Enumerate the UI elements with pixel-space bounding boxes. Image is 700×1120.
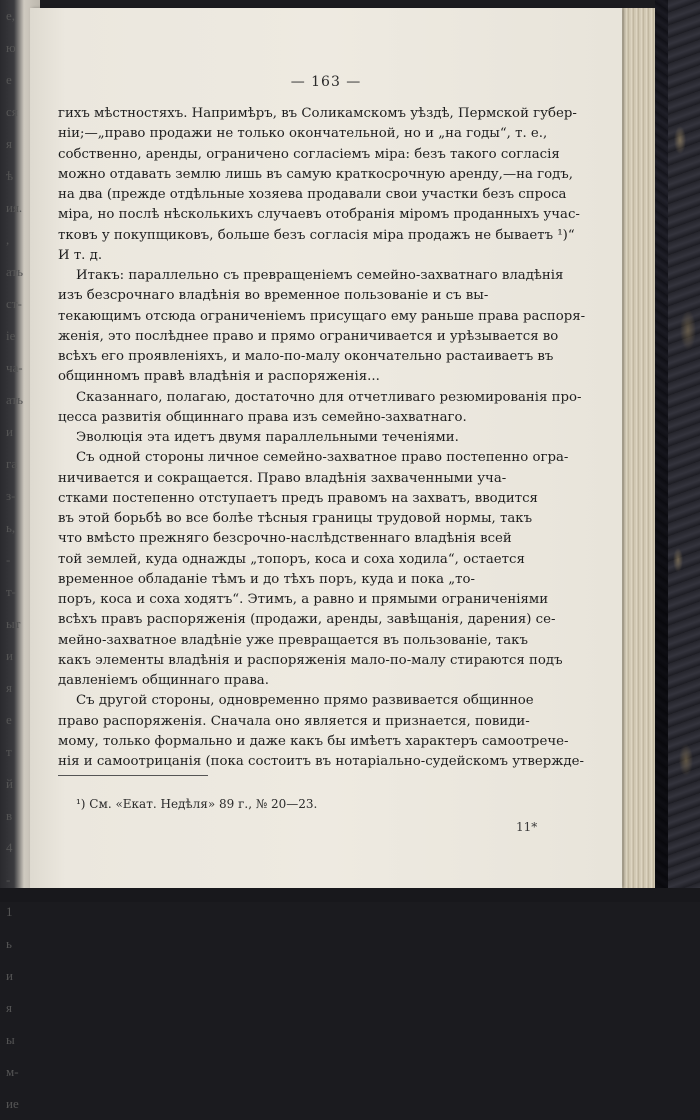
text-line: всѣхъ правъ распоряженiя (продажи, аренды, завѣщанiя, дарения) се- — [58, 612, 556, 628]
left-page-fragment: 1 — [6, 904, 13, 919]
footnote-rule — [58, 775, 208, 776]
text-line: нiи;—„право продажи не только окончательной, но и „на годы“, т. е., — [58, 126, 548, 142]
text-line: на два (прежде отдѣльные хозяева продавали свои участки безъ спроса — [58, 187, 567, 202]
left-page-fragment: т- — [6, 584, 17, 599]
page-number: — 163 — — [290, 74, 362, 90]
text-line: всѣхъ его проявленiяхъ, и мало-по-малу окончательно растаиваетъ въ — [58, 349, 554, 364]
left-page-fragment: - — [6, 872, 11, 887]
text-line: гихъ мѣстностяхъ. Напримѣръ, въ Соликамскомъ уѣздѣ, Пермской губер- — [58, 106, 577, 121]
left-page-fragment: я — [6, 1000, 12, 1015]
left-page-fragment: ать — [6, 264, 24, 279]
text-line: что вмѣсто прежняго безсрочно-наслѣдственнаго владѣнiя всей — [58, 531, 512, 547]
left-page-fragment: , — [6, 232, 10, 247]
text-line: какъ элементы владѣнiя и распоряженiя мало-по-малу стираются подъ — [58, 652, 563, 668]
left-page-fragment: ie — [6, 328, 16, 343]
left-page-fragment: ча- — [6, 360, 23, 375]
left-page-fragment: ыт — [6, 616, 21, 631]
left-page-fragment: ст- — [6, 296, 22, 311]
text-line: И т. д. — [58, 247, 103, 263]
bottom-shadow — [0, 888, 700, 902]
left-page-fragment: ие — [6, 1096, 19, 1111]
paragraph — [58, 266, 586, 388]
signature-mark: 11* — [516, 820, 538, 834]
left-page-fragment: й — [6, 776, 13, 791]
paragraph — [58, 104, 578, 266]
text-line: въ этой борьбѣ во все болѣе тѣсныя границы трудовой нормы, такъ — [58, 511, 533, 526]
left-page-fragment: 4 — [6, 840, 13, 855]
left-page-fragment: ю — [6, 40, 16, 55]
text-line: право распоряженiя. Сначала оно является и признается, повиди- — [58, 713, 530, 729]
text-line: Эволюцiя эта идетъ двумя параллельными теченiями. — [76, 430, 459, 445]
text-line: ничивается и сокращается. Право владѣнiя захваченными уча- — [58, 470, 507, 486]
text-line: временное обладанiе тѣмъ и до тѣхъ поръ, куда и пока „то- — [58, 571, 476, 587]
paragraph — [58, 691, 585, 772]
text-line: Сказаннаго, полагаю, достаточно для отчетливаго резюмированiя про- — [76, 389, 582, 405]
left-page-fragment: е — [6, 712, 12, 727]
left-page-fragment: ь, — [6, 520, 16, 535]
text-line: можно отдавать землю лишь въ самую краткосрочную аренду,—на годъ, — [58, 166, 573, 182]
text-line: текающимъ отсюда ограниченiемъ присущаго ему раньше права распоря- — [58, 308, 586, 324]
left-page-fragment: ать — [6, 392, 24, 407]
left-page-fragment: ѣ — [6, 168, 14, 183]
text-line: мiра, но послѣ нѣсколькихъ случаевъ отобранiя мiромъ проданныхъ учас- — [58, 207, 580, 223]
text-line: Съ одной стороны личное семейно-захватное право постепенно огра- — [76, 450, 569, 466]
text-line: поръ, коса и соха ходятъ“. Этимъ, а равно и прямыми ограниченiями — [58, 592, 549, 607]
text-line: мому, только формально и даже какъ бы имѣетъ характеръ самоотрече- — [58, 733, 569, 749]
paragraph — [58, 448, 578, 691]
left-page-fragment: e, — [6, 8, 16, 23]
paragraph — [58, 428, 578, 448]
text-line: тковъ у покупщиковъ, больше безъ согласiя мiра продажъ не бываетъ ¹)“ — [58, 227, 575, 243]
left-page-fragment: е — [6, 72, 12, 87]
text-line: Съ другой стороны, одновременно прямо развивается общинное — [76, 693, 534, 709]
left-page-fragment: и — [6, 648, 13, 663]
left-page-fragment: з- — [6, 488, 16, 503]
text-line: стками постепенно отступаетъ предъ правомъ на захватъ, вводится — [58, 490, 538, 506]
text-line: общинномъ правѣ владѣнiя и распоряженiя... — [58, 369, 380, 385]
text-line: давленiемъ общиннаго права. — [58, 673, 269, 688]
left-page-fragment: ь — [6, 936, 12, 951]
text-line: женiя, это послѣднее право и прямо ограничивается и урѣзывается во — [58, 328, 559, 344]
left-page-fragment: - — [6, 552, 11, 567]
left-page-fragment: ся — [6, 104, 18, 119]
left-page-fragment: ы — [6, 1032, 15, 1047]
body-text — [58, 104, 586, 772]
left-page-fragment: я — [6, 680, 12, 695]
left-page-fragment: га — [6, 456, 18, 471]
text-line: изъ безсрочнаго владѣнiя во временное пользованiе и съ вы- — [58, 288, 489, 304]
text-line: мейно-захватное владѣнiе уже превращается въ пользованiе, такъ — [58, 632, 528, 648]
text-line: собственно, аренды, ограничено согласiемъ мiра: безъ такого согласiя — [58, 146, 560, 162]
text-line: Итакъ: параллельно съ превращенiемъ семейно-захватнаго владѣнiя — [76, 268, 564, 283]
left-page-fragment: я — [6, 136, 12, 151]
text-line: той землей, куда однажды „топоръ, коса и соха ходила“, остается — [58, 551, 525, 567]
left-page-fragment: в — [6, 808, 13, 823]
left-page-fragment: и — [6, 424, 13, 439]
text-line: нiя и самоотрицанiя (пока состоитъ въ нотарiально-судейскомъ утвержде- — [58, 754, 585, 769]
marbled-endpaper — [668, 0, 700, 902]
left-page-fragment: м- — [6, 1064, 19, 1079]
left-page-fragment: и — [6, 968, 13, 983]
left-page-fragment: т — [6, 744, 12, 759]
footnote: ¹) См. «Екат. Недѣля» 89 г., № 20—23. — [76, 797, 318, 811]
left-page-fragment: ия. — [6, 200, 23, 215]
paragraph — [58, 388, 582, 429]
text-line: цесса развитiя общиннаго права изъ семейно-захватнаго. — [58, 409, 467, 425]
book-page — [30, 8, 622, 888]
